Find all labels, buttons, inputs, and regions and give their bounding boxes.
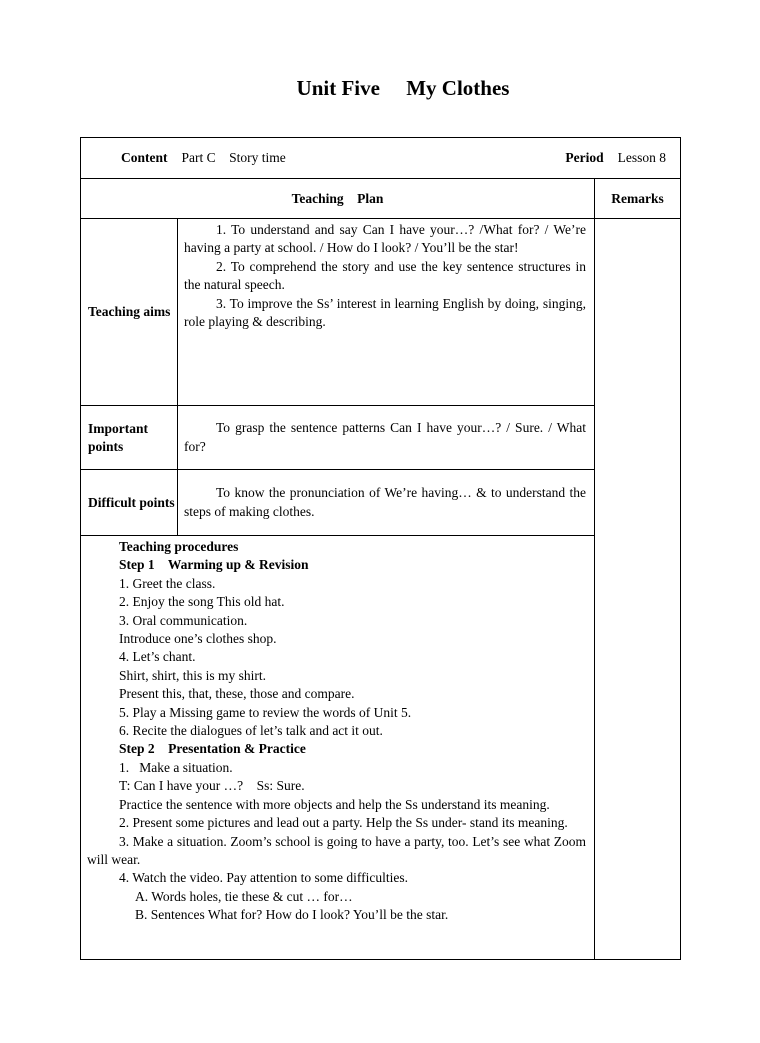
content-value: Part C Story time [181,150,286,165]
step2-line: 1. Make a situation. [119,759,233,775]
step2-line: T: Can I have your …? Ss: Sure. [119,778,305,794]
content-label: Content [121,150,168,165]
important-text: To grasp the sentence patterns Can I have your…? / Sure. / What for? [184,420,586,454]
period-label: Period [565,150,604,165]
content-cell [81,138,681,179]
procedures-row [81,536,681,960]
step2-line: 3. Make a situation. Zoom’s school is going to have a party, too. Let’s see what Zoom will wear. [87,833,586,867]
procedures-cell [81,536,595,960]
step1-line: 3. Oral communication. [119,612,248,628]
remarks-cell [595,219,681,960]
remarks-heading: Remarks [595,179,681,219]
aims-row [81,219,681,406]
difficult-text: To know the pronunciation of We’re having… & to understand the steps of making clothes. [184,485,586,519]
step2-subitem: A. Words holes, tie these & cut … for… [135,888,353,904]
page-title: Unit Five My Clothes [296,76,510,100]
difficult-row [81,470,681,536]
step1-line: Shirt, shirt, this is my shirt. [119,667,267,683]
aims-item: 1. To understand and say Can I have your…? /What for? / We’re having a party at school. / How do I look? / You’ll be the star! [184,222,586,256]
step1-title: Step 1 Warming up & Revision [119,557,309,573]
teaching-plan-heading: Teaching Plan [81,179,595,219]
plan-header-row [81,179,681,219]
step1-line: 1. Greet the class. [119,575,216,591]
step1-line: Introduce one’s clothes shop. [119,631,277,647]
difficult-body [178,470,595,536]
important-body [178,406,595,470]
step2-title: Step 2 Presentation & Practice [119,741,306,757]
aims-item: 2. To comprehend the story and use the key sentence structures in the natural speech. [184,258,586,293]
step2-line: Practice the sentence with more objects and help the Ss understand its meaning. [119,796,550,812]
step2-line: 2. Present some pictures and lead out a party. Help the Ss under- stand its meaning. [119,815,568,831]
aims-body [178,219,595,406]
procedures-heading: Teaching procedures [119,539,239,554]
difficult-label: Difficult points [81,470,178,536]
step2-subitem: B. Sentences What for? How do I look? You’ll be the star. [135,907,449,923]
step1-line: 4. Let’s chant. [119,649,196,665]
step1-line: 6. Recite the dialogues of let’s talk and act it out. [119,723,383,739]
aims-label: Teaching aims [81,219,178,406]
content-row [81,138,681,179]
step1-line: 2. Enjoy the song This old hat. [119,594,285,610]
lesson-plan-table [80,137,681,960]
step1-line: 5. Play a Missing game to review the words of Unit 5. [119,704,412,720]
step2-line: 4. Watch the video. Pay attention to some difficulties. [119,870,408,886]
important-row [81,406,681,470]
aims-item: 3. To improve the Ss’ interest in learning English by doing, singing, role playing & describing. [184,295,586,330]
period-value: Lesson 8 [617,150,667,165]
important-label: Important points [81,406,178,470]
step1-line: Present this, that, these, those and compare. [119,686,355,702]
